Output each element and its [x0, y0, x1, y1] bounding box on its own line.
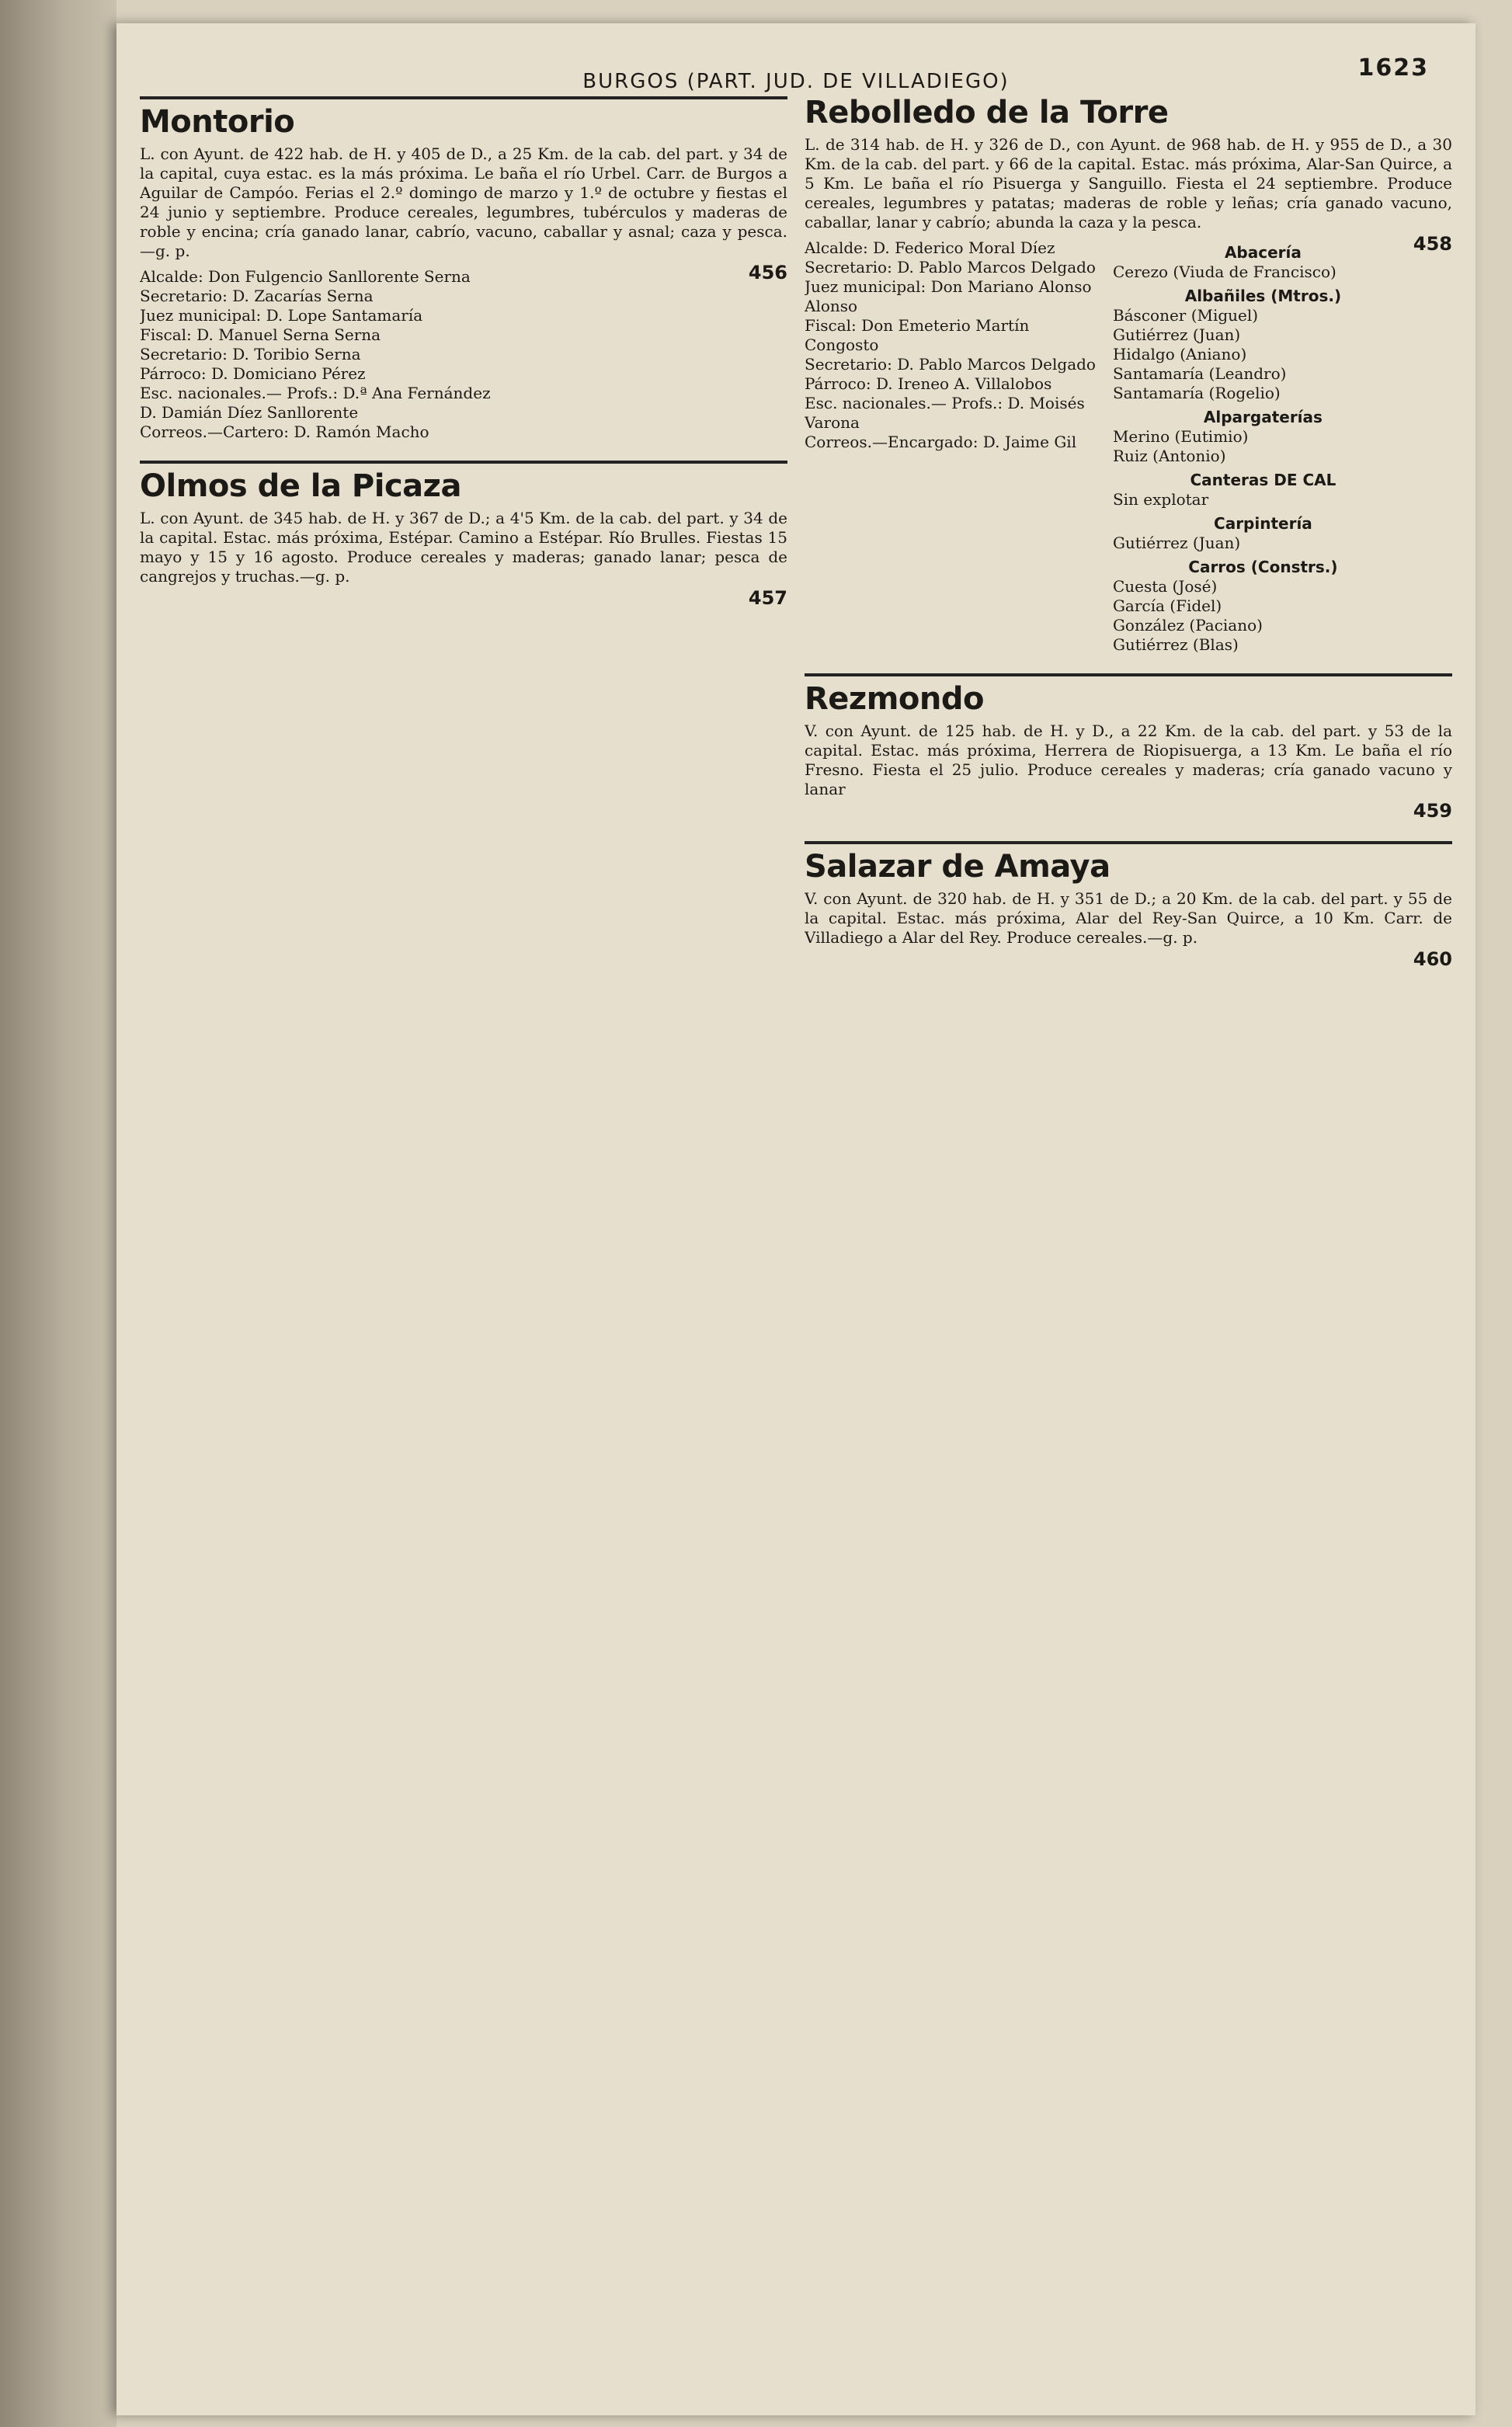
business-item: Hidalgo (Aniano) — [1112, 345, 1247, 363]
right-column — [805, 93, 1452, 2392]
business-item: Merino (Eutimio) — [1112, 427, 1249, 446]
officials — [805, 238, 1105, 655]
entry-rebolledo — [805, 93, 1452, 655]
entry-title: Rebolledo de la Torre — [805, 95, 1169, 130]
entry-title: Montorio — [140, 104, 295, 140]
official-line: Correos.—Cartero: D. Ramón Macho — [140, 422, 429, 441]
business-item: Gutiérrez (Juan) — [1112, 534, 1241, 552]
official-line: Párroco: D. Ireneo A. Villalobos — [805, 374, 1052, 393]
business-item: Santamaría (Leandro) — [1112, 364, 1287, 383]
entry-description: V. con Ayunt. de 320 hab. de H. y 351 de D.; a 20 Km. de la cab. del part. y 55 de la capital. Estac. más próxima, Alar del Rey-San Quirce, a 10 Km. Carr. de Villadiego a Alar del Rey. Produce cereales.—g. p. — [805, 889, 1452, 947]
official-line: D. Damián Díez Sanllorente — [140, 403, 359, 422]
entry-description: L. de 314 hab. de H. y 326 de D., con Ayunt. de 968 hab. de H. y 955 de D., a 30 Km. de la cab. del part. y 66 de la capital. Estac. más próxima, Alar-San Quirce, a 5 Km. Le baña el río Pisuerga y Sanguillo. Fiesta el 24 septiembre. Produce cereales, legumbres y patatas; maderas de roble y leñas; cría ganado vacuno, caballar, lanar y cabrío; abunda la caza y la pesca. — [805, 135, 1452, 231]
official-line: Secretario: D. Pablo Marcos Delgado — [805, 355, 1096, 374]
entry-description: L. con Ayunt. de 422 hab. de H. y 405 de D., a 25 Km. de la cab. del part. y 34 de la capital, cuya estac. es la más próxima. Le baña el río Urbel. Carr. de Burgos a Aguilar de Campóo. Ferias el 2.º domingo de marzo y 1.º de octubre y fiestas el 24 junio y septiembre. Produce cereales, legumbres, tubérculos y maderas de roble y encina; cría ganado lanar, cabrío, vacuno, caballar y asnal; caza y pesca.—g. p. — [140, 144, 787, 260]
official-line: Esc. nacionales.— Profs.: D.ª Ana Fernández — [140, 384, 491, 402]
entry-number: 460 — [1413, 948, 1452, 970]
business-item: García (Fidel) — [1112, 596, 1222, 615]
running-head — [140, 47, 1452, 93]
running-head-title: BURGOS (PART. JUD. DE VILLADIEGO) — [582, 70, 1010, 93]
official-line: Fiscal: D. Manuel Serna Serna — [140, 325, 381, 344]
business-item: Santamaría (Rogelio) — [1112, 384, 1281, 402]
entry-olmos — [140, 457, 787, 610]
business-category: Canteras DE CAL — [1190, 471, 1336, 489]
official-line: Secretario: D. Zacarías Serna — [140, 287, 374, 305]
business-item: Cuesta (José) — [1112, 577, 1218, 596]
business-item: Cerezo (Viuda de Francisco) — [1112, 263, 1336, 281]
business-item: Sin explotar — [1112, 490, 1209, 509]
official-line: Juez municipal: D. Lope Santamaría — [140, 306, 423, 325]
divider — [140, 461, 787, 464]
columns — [140, 93, 1452, 2392]
official-line: Juez municipal: Don Mariano Alonso Alonso — [805, 277, 1092, 315]
directory-page — [116, 23, 1476, 2415]
official-line: Esc. nacionales.— Profs.: D. Moisés Varona — [805, 394, 1085, 432]
entry-number: 457 — [748, 587, 787, 609]
business-category: Abacería — [1224, 243, 1302, 262]
business-category: Albañiles (Mtros.) — [1184, 287, 1342, 305]
entry-title: Olmos de la Picaza — [140, 468, 461, 504]
official-line: Alcalde: D. Federico Moral Díez — [805, 238, 1055, 257]
business-item: Gutiérrez (Juan) — [1112, 325, 1241, 344]
entry-description: L. con Ayunt. de 345 hab. de H. y 367 de D.; a 4'5 Km. de la cab. del part. y 34 de la capital. Estac. más próxima, Estépar. Camino a Estépar. Río Brulles. Fiestas 15 mayo y 15 y 16 agosto. Produce cereales y maderas; ganado lanar; pesca de cangrejos y truchas.—g. p. — [140, 509, 787, 586]
business-item: González (Paciano) — [1112, 616, 1263, 635]
entry-number: 459 — [1413, 800, 1452, 822]
official-line: Fiscal: Don Emeterio Martín Congosto — [805, 316, 1030, 354]
divider — [140, 96, 787, 99]
business-item: Gutiérrez (Blas) — [1112, 635, 1239, 654]
businesses — [1113, 238, 1413, 655]
entry-salazar — [805, 838, 1452, 971]
left-column — [140, 93, 787, 2392]
official-line: Párroco: D. Domiciano Pérez — [140, 364, 366, 383]
entry-montorio — [140, 93, 787, 442]
entry-title: Salazar de Amaya — [805, 849, 1111, 885]
official-line: Correos.—Encargado: D. Jaime Gil — [805, 433, 1077, 451]
business-item: Básconer (Miguel) — [1112, 306, 1259, 325]
entry-rezmondo — [805, 670, 1452, 822]
business-category: Alpargaterías — [1203, 408, 1323, 426]
divider — [805, 841, 1452, 844]
entry-description: V. con Ayunt. de 125 hab. de H. y D., a 22 Km. de la cab. del part. y 53 de la capital. Estac. más próxima, Herrera de Riopisuerga, a 13 Km. Le baña el río Fresno. Fiesta el 25 julio. Produce cereales y maderas; cría ganado vacuno y lanar — [805, 721, 1452, 798]
business-category: Carpintería — [1214, 514, 1312, 533]
previous-page-edge — [0, 0, 116, 2427]
official-line: Alcalde: Don Fulgencio Sanllorente Serna — [140, 267, 471, 286]
official-line: Secretario: D. Toribio Serna — [140, 345, 361, 363]
business-category: Carros (Constrs.) — [1188, 558, 1338, 576]
official-line: Secretario: D. Pablo Marcos Delgado — [805, 258, 1096, 276]
business-item: Ruiz (Antonio) — [1112, 447, 1226, 465]
entry-title: Rezmondo — [805, 681, 984, 717]
entry-number: 456 — [748, 262, 787, 283]
officials — [140, 267, 787, 442]
divider — [805, 673, 1452, 676]
page-number: 1623 — [1357, 54, 1429, 82]
entry-number: 458 — [1413, 233, 1452, 255]
